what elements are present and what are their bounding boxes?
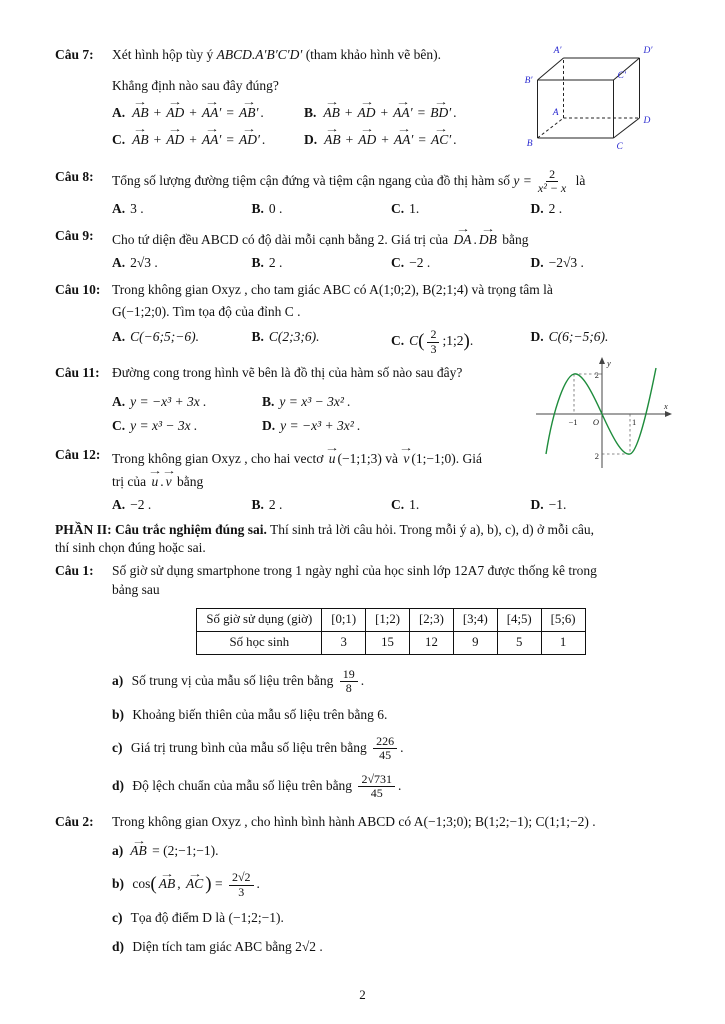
question-9-label: Câu 9: — [55, 227, 94, 243]
option-letter: A. — [112, 496, 126, 512]
table-header-cell: [3;4) — [453, 609, 497, 632]
graph-y-axis-label: y — [607, 358, 611, 369]
fraction-numerator: 19 — [340, 668, 358, 682]
part-2-title-line — [55, 521, 670, 540]
fraction-denominator: x² − x — [537, 181, 567, 196]
option-text: 2 . — [548, 200, 563, 216]
table-cell: 9 — [453, 632, 497, 655]
open-paren: ( — [150, 873, 157, 895]
fraction-denominator: 8 — [345, 681, 352, 696]
q8-option-c — [391, 200, 531, 219]
question-7 — [55, 46, 670, 156]
part-2-header — [55, 521, 670, 559]
table-cell: 3 — [322, 632, 366, 655]
option-text: 1. — [409, 496, 420, 512]
fraction-denominator: 3 — [238, 884, 245, 899]
option-text: −2√3 . — [548, 254, 584, 270]
cube-vertex-a: A — [552, 108, 559, 118]
cube-vertex-b: B — [526, 139, 533, 149]
vector-term: → AB — [324, 131, 341, 150]
vector-term: → AD — [358, 104, 376, 123]
fraction — [535, 168, 569, 196]
option-letter: D. — [262, 417, 276, 433]
option-letter: B. — [251, 200, 264, 216]
cube-figure — [515, 38, 670, 156]
item-text: Số trung vị của mẫu số liệu trên bằng — [128, 672, 337, 688]
fraction-numerator: 226 — [373, 735, 397, 749]
vector-term: → AD — [166, 104, 184, 123]
option-text-pre: C — [409, 333, 419, 349]
item-text: Diện tích tam giác ABC bằng 2√2 . — [129, 938, 323, 954]
option-text: 2 . — [268, 254, 283, 270]
table-cell: Số học sinh — [197, 632, 322, 655]
q12-line-1 — [112, 446, 544, 469]
q10-option-c — [391, 328, 531, 356]
option-letter: D. — [304, 131, 318, 147]
q11-option-c — [112, 417, 262, 436]
option-letter: B. — [251, 254, 264, 270]
graph-x-axis-label: x — [664, 401, 668, 412]
c1-item-b — [112, 703, 670, 725]
vector-term: → AB — [130, 842, 147, 861]
item-text: Khoảng biến thiên của mẫu số liệu trên bằng 6. — [129, 706, 388, 722]
graph-origin-label: O — [592, 417, 599, 428]
vector-term: → AA′ — [202, 131, 221, 150]
item-letter: d) — [112, 777, 125, 793]
q9-text-post: bằng — [498, 231, 529, 247]
period: . — [398, 777, 402, 793]
period: . — [261, 131, 266, 147]
q7-option-d — [304, 127, 496, 150]
q9-option-b — [252, 254, 392, 273]
v-coords: (1;−1;0) — [411, 450, 456, 466]
c2-item-a — [112, 839, 670, 861]
fraction — [229, 871, 254, 899]
q7-option-b — [304, 100, 496, 123]
item-letter: b) — [112, 876, 125, 892]
option-text: −2 . — [130, 496, 152, 512]
option-text: y = −x³ + 3x . — [130, 394, 207, 410]
cube-vertex-d-prime: D′ — [643, 46, 653, 56]
q12-post: . Giá — [455, 450, 482, 466]
vector-term: → AB′ — [239, 104, 258, 123]
option-text: C(−6;5;−6). — [130, 329, 199, 345]
question-9 — [55, 227, 670, 273]
c2-item-b — [112, 868, 670, 899]
q12-option-b — [252, 496, 392, 515]
table-cell: 5 — [497, 632, 541, 655]
q12-option-a — [112, 496, 252, 515]
option-text: y = −x³ + 3x² . — [280, 417, 361, 433]
q11-option-b — [262, 393, 412, 412]
graph-xpos-label: 1 — [632, 417, 637, 428]
option-letter: B. — [251, 329, 264, 345]
q9-option-a — [112, 254, 252, 273]
option-text: −2 . — [409, 254, 431, 270]
plus-sign: + — [345, 131, 354, 147]
item-letter: c) — [112, 739, 123, 755]
table-cell: 1 — [541, 632, 585, 655]
equals-sign: = — [211, 876, 226, 892]
plus-sign: + — [380, 104, 389, 120]
equals-sign: = — [418, 131, 426, 147]
plus-sign: + — [189, 104, 197, 120]
q8-lhs: y = — [513, 173, 532, 189]
vector-term: → AB — [159, 875, 176, 894]
plus-sign: + — [381, 131, 389, 147]
vector-v: → v — [166, 473, 172, 492]
period: . — [453, 131, 457, 147]
q7-intro-post: (tham khảo hình vẽ bên). — [302, 47, 442, 62]
fraction — [358, 773, 395, 801]
item-text: Giá trị trung bình của mẫu số liệu trên bằng — [127, 739, 371, 755]
q8-option-b — [252, 200, 392, 219]
option-letter: C. — [391, 200, 405, 216]
table-data-row — [197, 632, 585, 655]
fraction-numerator: 2 — [427, 328, 439, 342]
q10-option-a — [112, 328, 252, 356]
q12-option-c — [391, 496, 531, 515]
option-text: 1. — [409, 200, 420, 216]
item-letter: c) — [112, 910, 123, 926]
vector-u: → u — [329, 450, 336, 469]
option-letter: B. — [251, 496, 264, 512]
q7-intro-math: ABCD.A′B′C′D′ — [216, 47, 303, 62]
vector-term: → AA′ — [202, 104, 221, 123]
item-text: cos — [129, 876, 151, 892]
table-header-cell: [5;6) — [541, 609, 585, 632]
equals-sign: = — [226, 104, 234, 120]
q8-text-post: là — [572, 173, 586, 189]
option-letter: D. — [530, 200, 544, 216]
option-letter: A. — [112, 254, 126, 270]
option-letter: B. — [304, 104, 317, 120]
table-cell: 12 — [410, 632, 454, 655]
q12-option-d — [531, 496, 671, 515]
q8-options — [112, 200, 670, 219]
equals-sign: = — [226, 131, 234, 147]
item-text: = (2;−1;−1). — [148, 843, 219, 859]
period: . — [260, 104, 264, 120]
option-letter: A. — [112, 394, 126, 410]
vector-term: → DB — [479, 231, 497, 250]
question-10 — [55, 281, 670, 357]
cube-vertex-c-prime: C′ — [617, 71, 626, 81]
part2-question-1-label: Câu 1: — [55, 563, 94, 579]
option-text: 0 . — [268, 200, 283, 216]
q12-mid: và — [381, 450, 402, 466]
dot-operator: . — [160, 473, 164, 489]
option-text: 3 . — [130, 200, 144, 216]
separator: , — [177, 876, 184, 892]
graph-ymin-label: 2 — [594, 451, 599, 462]
period: . — [469, 333, 474, 349]
q9-text: Cho tứ diện đều ABCD có độ dài mỗi cạnh bằng 2. Giá trị của — [112, 231, 452, 247]
cube-vertex-c: C — [616, 142, 623, 152]
fraction-denominator: 45 — [370, 786, 383, 800]
question-8-label: Câu 8: — [55, 169, 94, 184]
c2-item-c — [112, 906, 670, 928]
plus-sign: + — [189, 131, 197, 147]
q10-option-b — [252, 328, 392, 356]
plus-sign: + — [344, 104, 353, 120]
cube-vertex-a-prime: A′ — [553, 46, 562, 56]
q7-options-row-1 — [112, 100, 515, 123]
c2-item-d — [112, 935, 670, 957]
period: . — [256, 876, 260, 892]
part-2-instructions-2: thí sinh chọn đúng hoặc sai. — [55, 540, 206, 556]
q8-statement — [112, 168, 670, 196]
q12-options — [112, 496, 670, 515]
vector-term: → AD′ — [239, 131, 260, 150]
option-text: C(2;3;6). — [268, 329, 320, 345]
part-2-instructions: Thí sinh trả lời câu hỏi. Trong mỗi ý a), b), c), d) ở mỗi câu, — [266, 521, 595, 537]
q9-statement — [112, 227, 670, 250]
q8-option-a — [112, 200, 252, 219]
cubic-curve-figure — [530, 352, 680, 476]
table-header-cell: [0;1) — [322, 609, 366, 632]
option-text: 2 . — [268, 496, 283, 512]
item-letter: a) — [112, 672, 124, 688]
dot-operator: . — [473, 231, 477, 247]
fraction — [340, 668, 358, 696]
vector-v: → v — [403, 450, 409, 469]
vector-term: → DA — [454, 231, 472, 250]
q7-intro — [112, 46, 515, 65]
fraction-numerator: 2√2 — [229, 871, 254, 885]
q7-options-row-2 — [112, 127, 515, 150]
cube-vertex-b-prime: B′ — [524, 76, 533, 86]
part2-question-2 — [55, 813, 670, 963]
item-text: Tọa độ điểm D là (−1;2;−1). — [127, 910, 284, 926]
c1-item-c — [112, 732, 670, 763]
cube-vertex-d: D — [643, 116, 651, 126]
c1-item-a — [112, 665, 670, 696]
period: . — [360, 672, 365, 688]
c1-text-2: bảng sau — [112, 582, 160, 598]
vector-term: → AD — [166, 131, 184, 150]
q11-option-d — [262, 417, 412, 436]
item-letter: d) — [112, 938, 125, 954]
question-10-label: Câu 10: — [55, 281, 101, 297]
q7-option-c — [112, 127, 304, 150]
table-header-cell: Số giờ sử dụng (giờ) — [197, 609, 322, 632]
vector-term: → AC′ — [431, 131, 451, 150]
c1-item-d — [112, 770, 670, 801]
vector-term: → AC — [186, 875, 203, 894]
q12-text: Trong không gian Oxyz , cho hai vectơ — [112, 450, 327, 466]
vector-term: → AA′ — [393, 104, 412, 123]
graph-ymax-label: 2 — [594, 370, 599, 381]
question-7-label: Câu 7: — [55, 47, 94, 62]
vector-term: → AD — [358, 131, 376, 150]
option-letter: C. — [391, 496, 405, 512]
period: . — [453, 104, 457, 120]
page-number: 2 — [359, 986, 366, 1002]
smartphone-usage-table — [196, 608, 585, 655]
option-letter: C. — [391, 333, 405, 349]
fraction-numerator: 2√731 — [358, 773, 395, 787]
q9-option-c — [391, 254, 531, 273]
close-paren: ) — [463, 330, 470, 352]
q7-intro-pre: Xét hình hộp tùy ý — [112, 47, 217, 62]
option-text: C(6;−5;6). — [548, 329, 609, 345]
table-header-cell: [4;5) — [497, 609, 541, 632]
option-text: y = x³ − 3x² . — [279, 394, 351, 410]
q12-text-2: trị của — [112, 473, 150, 489]
table-header-cell: [2;3) — [410, 609, 454, 632]
vector-term: → AB — [132, 131, 149, 150]
item-text: Độ lệch chuẩn của mẫu số liệu trên bằng — [129, 777, 356, 793]
vector-term: → AB — [323, 104, 340, 123]
q8-text: Tổng số lượng đường tiệm cận đứng và tiệm cận ngang của đồ thị hàm số — [112, 173, 514, 189]
option-letter: D. — [530, 254, 544, 270]
item-letter: a) — [112, 843, 124, 859]
q10-line-1: Trong không gian Oxyz , cho tam giác ABC có A(1;0;2), B(2;1;4) và trọng tâm là — [112, 281, 553, 297]
vector-term: → BD′ — [430, 104, 451, 123]
part-2-title: PHẦN II: Câu trắc nghiệm đúng sai. — [55, 521, 267, 537]
table-cell: 15 — [366, 632, 410, 655]
q11-option-a — [112, 393, 262, 412]
q12-text-post: bằng — [173, 473, 204, 489]
option-letter: A. — [112, 200, 126, 216]
option-letter: C. — [391, 254, 405, 270]
option-letter: D. — [530, 496, 544, 512]
c1-text-1: Số giờ sử dụng smartphone trong 1 ngày nghỉ của học sinh lớp 12A7 được thống kê trong — [112, 563, 597, 579]
q11-question: Đường cong trong hình vẽ bên là đồ thị của hàm số nào sau đây? — [112, 365, 463, 381]
fraction — [427, 328, 439, 356]
q10-line-2: G(−1;2;0). Tìm tọa độ của đỉnh C . — [112, 304, 301, 320]
graph-xneg-label: −1 — [568, 417, 578, 428]
fraction-denominator: 3 — [430, 341, 437, 356]
option-letter: B. — [262, 394, 275, 410]
q7-option-a — [112, 100, 304, 123]
close-paren: ) — [205, 873, 212, 895]
option-letter: A. — [112, 329, 126, 345]
option-letter: A. — [112, 104, 126, 120]
q9-options — [112, 254, 670, 273]
plus-sign: + — [153, 104, 162, 120]
equals-sign: = — [417, 104, 426, 120]
vector-term: → AB — [132, 104, 149, 123]
q9-option-d — [531, 254, 671, 273]
table-header-row — [197, 609, 585, 632]
fraction — [373, 735, 397, 763]
option-text: −1. — [548, 496, 567, 512]
q7-question: Khẳng định nào sau đây đúng? — [112, 77, 279, 93]
open-paren: ( — [418, 330, 425, 352]
option-letter: D. — [530, 329, 544, 345]
period: . — [400, 739, 404, 755]
plus-sign: + — [153, 131, 162, 147]
u-coords: (−1;1;3) — [337, 450, 382, 466]
question-8 — [55, 168, 670, 219]
question-12-label: Câu 12: — [55, 446, 101, 462]
option-text: 2√3 . — [130, 254, 158, 270]
part2-question-1 — [55, 562, 670, 807]
c2-intro: Trong không gian Oxyz , cho hình bình hành ABCD có A(−1;3;0); B(1;2;−1); C(1;1;−2) . — [112, 814, 596, 830]
vector-term: → AA′ — [394, 131, 413, 150]
fraction-denominator: 45 — [379, 748, 392, 763]
vector-u: → u — [151, 473, 158, 492]
option-text: y = x³ − 3x . — [130, 417, 198, 433]
fraction-numerator: 2 — [546, 168, 558, 182]
table-header-cell: [1;2) — [366, 609, 410, 632]
option-letter: C. — [112, 417, 126, 433]
item-letter: b) — [112, 706, 125, 722]
part2-question-2-label: Câu 2: — [55, 814, 94, 830]
option-letter: C. — [112, 131, 126, 147]
question-11-label: Câu 11: — [55, 365, 100, 381]
q8-option-d — [531, 200, 671, 219]
option-text-mid: ;1;2 — [442, 333, 464, 349]
